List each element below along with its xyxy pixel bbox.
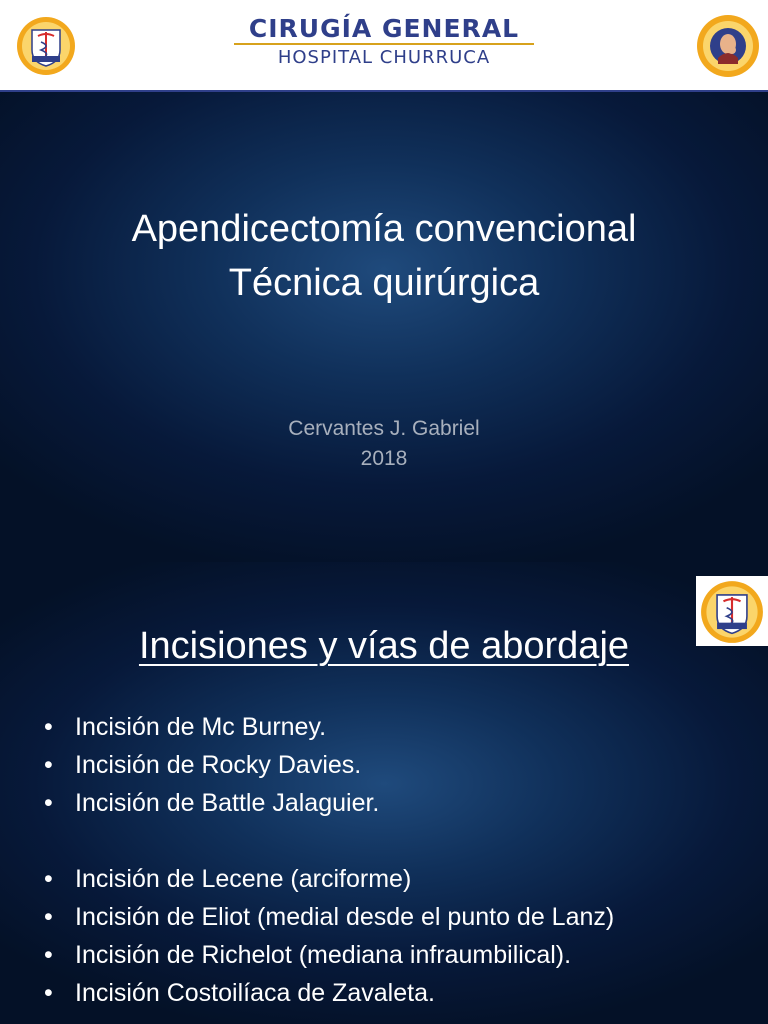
madonna-seal-icon	[696, 14, 760, 78]
header-subtitle: HOSPITAL CHURRUCA	[277, 47, 491, 68]
list-item: • Incisión Costoilíaca de Zavaleta.	[44, 974, 764, 1012]
list-item: • Incisión de Eliot (medial desde el punto de Lanz)	[44, 898, 764, 936]
author-name: Cervantes J. Gabriel	[288, 417, 480, 440]
author-year: 2018	[360, 447, 408, 470]
list-spacer	[44, 822, 764, 860]
list-item: • Incisión de Rocky Davies.	[44, 746, 764, 784]
title-line-1: Apendicectomía convencional	[131, 208, 637, 250]
header-underline	[234, 43, 534, 45]
slide-header	[0, 0, 768, 92]
list-item: • Incisión de Battle Jalaguier.	[44, 784, 764, 822]
title-line-2: Técnica quirúrgica	[228, 262, 540, 304]
list-item: • Incisión de Lecene (arciforme)	[44, 860, 764, 898]
author-block	[0, 414, 768, 474]
list-item: • Incisión de Mc Burney.	[44, 708, 764, 746]
content-slide	[0, 562, 768, 1024]
list-item: • Incisión de Richelot (mediana infraumbilical).	[44, 936, 764, 974]
slide-title: Incisiones y vías de abordaje	[138, 625, 630, 667]
header-title: CIRUGÍA GENERAL	[248, 14, 520, 43]
incision-list	[44, 708, 764, 1012]
presentation-title	[0, 202, 768, 310]
